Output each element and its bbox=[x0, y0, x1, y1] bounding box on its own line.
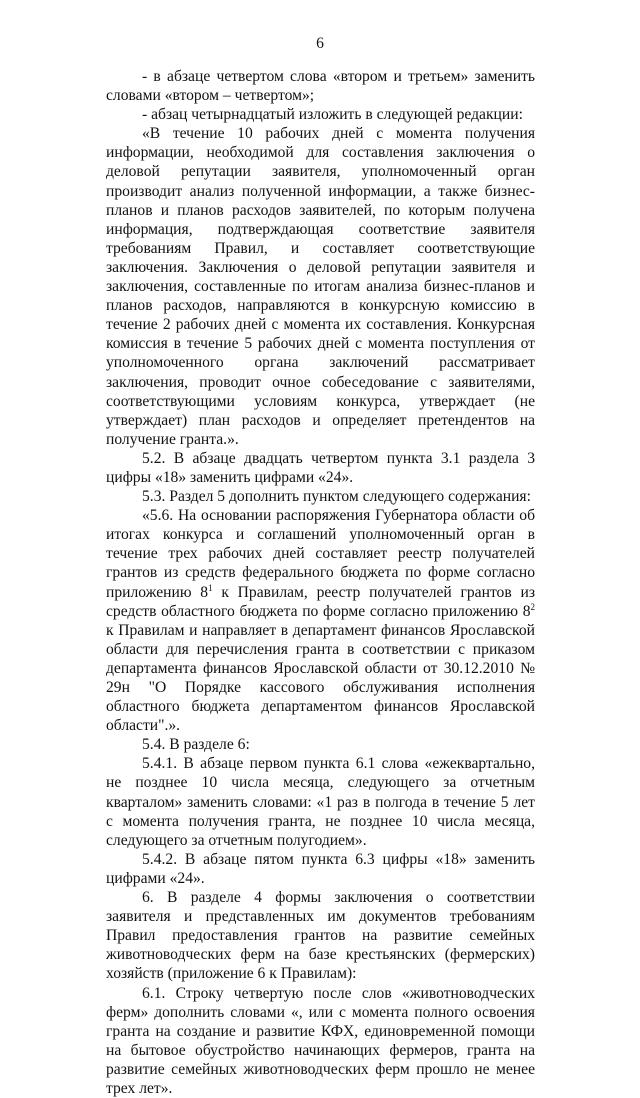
paragraph-amend-fourth: - в абзаце четвертом слова «втором и третьем» заменить словами «втором – четвертом»; bbox=[106, 67, 535, 105]
paragraph-5-2: 5.2. В абзаце двадцать четвертом пункта 3.1 раздела 3 цифры «18» заменить цифрами «24». bbox=[106, 449, 535, 487]
paragraph-6-1: 6.1. Строку четвертую после слов «животноводческих ферм» дополнить словами «, или с момента полного освоения гранта на создание и развитие КФХ, единовременной помощи на бытовое обустройство начинающих фермеров, гранта на развитие семейных животноводческих ферм прошло не менее трех лет». bbox=[106, 984, 535, 1098]
paragraph-5-6 bbox=[106, 506, 535, 735]
paragraph-5-4-2: 5.4.2. В абзаце пятом пункта 6.3 цифры «18» заменить цифрами «24». bbox=[106, 850, 535, 888]
paragraph-5-4-1: 5.4.1. В абзаце первом пункта 6.1 слова «ежеквартально, не позднее 10 числа месяца, следующего за отчетным кварталом» заменить словами: «1 раз в полгода в течение 5 лет с момента получения гранта, не позднее 10 числа месяца, следующего за отчетным полугодием». bbox=[106, 754, 535, 849]
paragraph-6: 6. В разделе 4 формы заключения о соответствии заявителя и представленных им документов требованиям Правил предоставления грантов на развитие семейных животноводческих ферм на базе крестьянских (фермерских) хозяйств (приложение 6 к Правилам): bbox=[106, 888, 535, 983]
page-number: 6 bbox=[0, 34, 640, 53]
paragraph-new-wording: «В течение 10 рабочих дней с момента получения информации, необходимой для составления заключения о деловой репутации заявителя, уполномоченный орган производит анализ полученной информации, а также бизнес-планов и планов расходов заявителей, по которым получена информация, подтверждающая соответствие заявителя требованиям Правил, и составляет соответствующие заключения. Заключения о деловой репутации заявителя и заключения, составленные по итогам анализа бизнес-планов и планов расходов, направляются в конкурсную комиссию в течение 2 рабочих дней с момента их составления. Конкурсная комиссия в течение 5 рабочих дней с момента поступления от уполномоченного органа заключений рассматривает заключения, проводит очное собеседование с заявителями, соответствующими условиям конкурса, утверждает (не утверждает) план расходов и определяет претендентов на получение гранта.». bbox=[106, 124, 535, 449]
paragraph-5-6-part-3: к Правилам и направляет в департамент финансов Ярославской области для перечисления гранта в соответствии с приказом департамента финансов Ярославской области от 30.12.2010 № 29н "О Порядке кассового обслуживания исполнения областного бюджета департаментом финансов Ярославской области".». bbox=[106, 622, 535, 734]
paragraph-5-6-part-1: «5.6. На основании распоряжения Губернатора области об итогах конкурса и соглашений уполномоченный орган в течение трех рабочих дней составляет реестр получателей грантов из средств федерального бюджета по форме согласно приложению 8 bbox=[106, 507, 535, 600]
superscript-1: 1 bbox=[208, 582, 213, 592]
paragraph-amend-fourteenth: - абзац четырнадцатый изложить в следующей редакции: bbox=[106, 105, 535, 124]
paragraph-5-4: 5.4. В разделе 6: bbox=[106, 735, 535, 754]
superscript-2: 2 bbox=[531, 601, 536, 611]
document-body bbox=[106, 67, 535, 1098]
paragraph-5-6-part-2: к Правилам, реестр получателей грантов из средств областного бюджета по форме согласно приложению 8 bbox=[106, 584, 535, 620]
paragraph-5-3: 5.3. Раздел 5 дополнить пунктом следующего содержания: bbox=[106, 487, 535, 506]
